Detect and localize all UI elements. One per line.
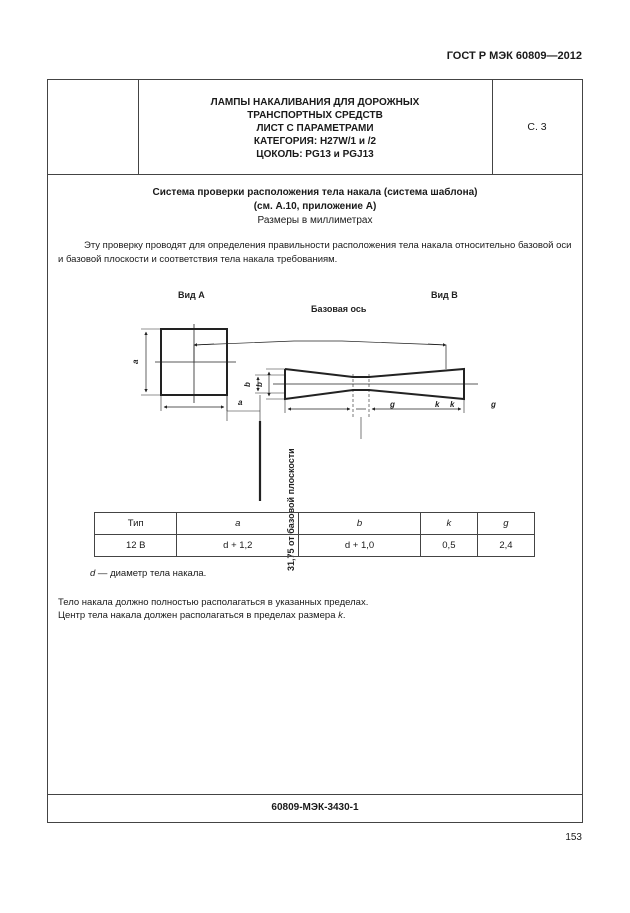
- base-axis-label: Базовая ось: [311, 304, 367, 314]
- table-header-cell: Тип: [95, 513, 177, 535]
- standard-number: ГОСТ Р МЭК 60809—2012: [446, 50, 582, 62]
- table-header-cell: b: [299, 513, 421, 535]
- header-title-line: КАТЕГОРИЯ: H27W/1 и /2: [253, 136, 377, 147]
- dim-g-label-right: g: [491, 400, 496, 409]
- table-cell: 12 В: [95, 535, 177, 557]
- dim-k-label-left: k: [435, 400, 440, 409]
- requirement-line-2-prefix: Центр тела накала должен располагаться в пределах размера: [58, 610, 339, 621]
- note-text: — диаметр тела накала.: [95, 568, 207, 579]
- table-header-row: [95, 513, 535, 535]
- table-cell: 0,5: [420, 535, 477, 557]
- table-cell: 2,4: [477, 535, 534, 557]
- table-header-cell: g: [477, 513, 534, 535]
- table-header-cell: a: [177, 513, 299, 535]
- header-title-line: ЛИСТ С ПАРАМЕТРАМИ: [256, 123, 374, 134]
- header-title: [138, 96, 492, 161]
- table-header-cell: k: [420, 513, 477, 535]
- table-row: [95, 535, 535, 557]
- view-a-label: Вид А: [178, 290, 205, 300]
- base-plane-label: 31,75 от базовой плоскости: [286, 448, 296, 571]
- footer-divider: [48, 794, 582, 795]
- table-cell: d + 1,0: [299, 535, 421, 557]
- dim-k-label-right: k: [450, 400, 455, 409]
- dim-b-label-outer: b: [255, 382, 264, 387]
- header-title-line: ЦОКОЛЬ: PG13 и PGJ13: [256, 149, 374, 160]
- table-cell: d + 1,2: [177, 535, 299, 557]
- sheet-frame: [47, 79, 583, 823]
- dim-a-label-horizontal: a: [238, 398, 243, 407]
- diameter-note: [90, 568, 206, 579]
- requirement-line-2: [58, 609, 368, 622]
- requirement-line-2-symbol: k: [338, 610, 343, 621]
- dim-g-label-left: g: [390, 400, 395, 409]
- section-title-line2: (см. А.10, приложение А): [253, 201, 377, 212]
- view-b-label: Вид В: [431, 290, 458, 300]
- requirement-line-1: Тело накала должно полностью располагаться в указанных пределах.: [58, 597, 369, 608]
- requirements-text: [58, 596, 368, 622]
- page-number: 153: [565, 832, 582, 843]
- section-title-line1: Система проверки расположения тела накала (система шаблона): [152, 187, 478, 198]
- header-title-line: ЛАМПЫ НАКАЛИВАНИЯ ДЛЯ ДОРОЖНЫХ: [210, 97, 420, 108]
- intro-paragraph: Эту проверку проводят для определения правильности расположения тела накала относительно базовой оси и базовой плоскости и соответствия тела накала требованиям.: [58, 240, 572, 265]
- note-symbol: d: [90, 568, 96, 579]
- parameters-table: [94, 512, 535, 557]
- page-label: С. 3: [527, 121, 547, 133]
- section-subtitle: Размеры в миллиметрах: [257, 215, 373, 226]
- header-title-line: ТРАНСПОРТНЫХ СРЕДСТВ: [247, 110, 383, 121]
- dim-b-label-inner: b: [243, 382, 252, 387]
- requirement-line-2-suffix: .: [342, 610, 346, 621]
- footer-code: 60809-МЭК-3430-1: [271, 802, 359, 813]
- header-bottom-line: [48, 174, 582, 175]
- dim-a-label-vertical: a: [131, 359, 140, 364]
